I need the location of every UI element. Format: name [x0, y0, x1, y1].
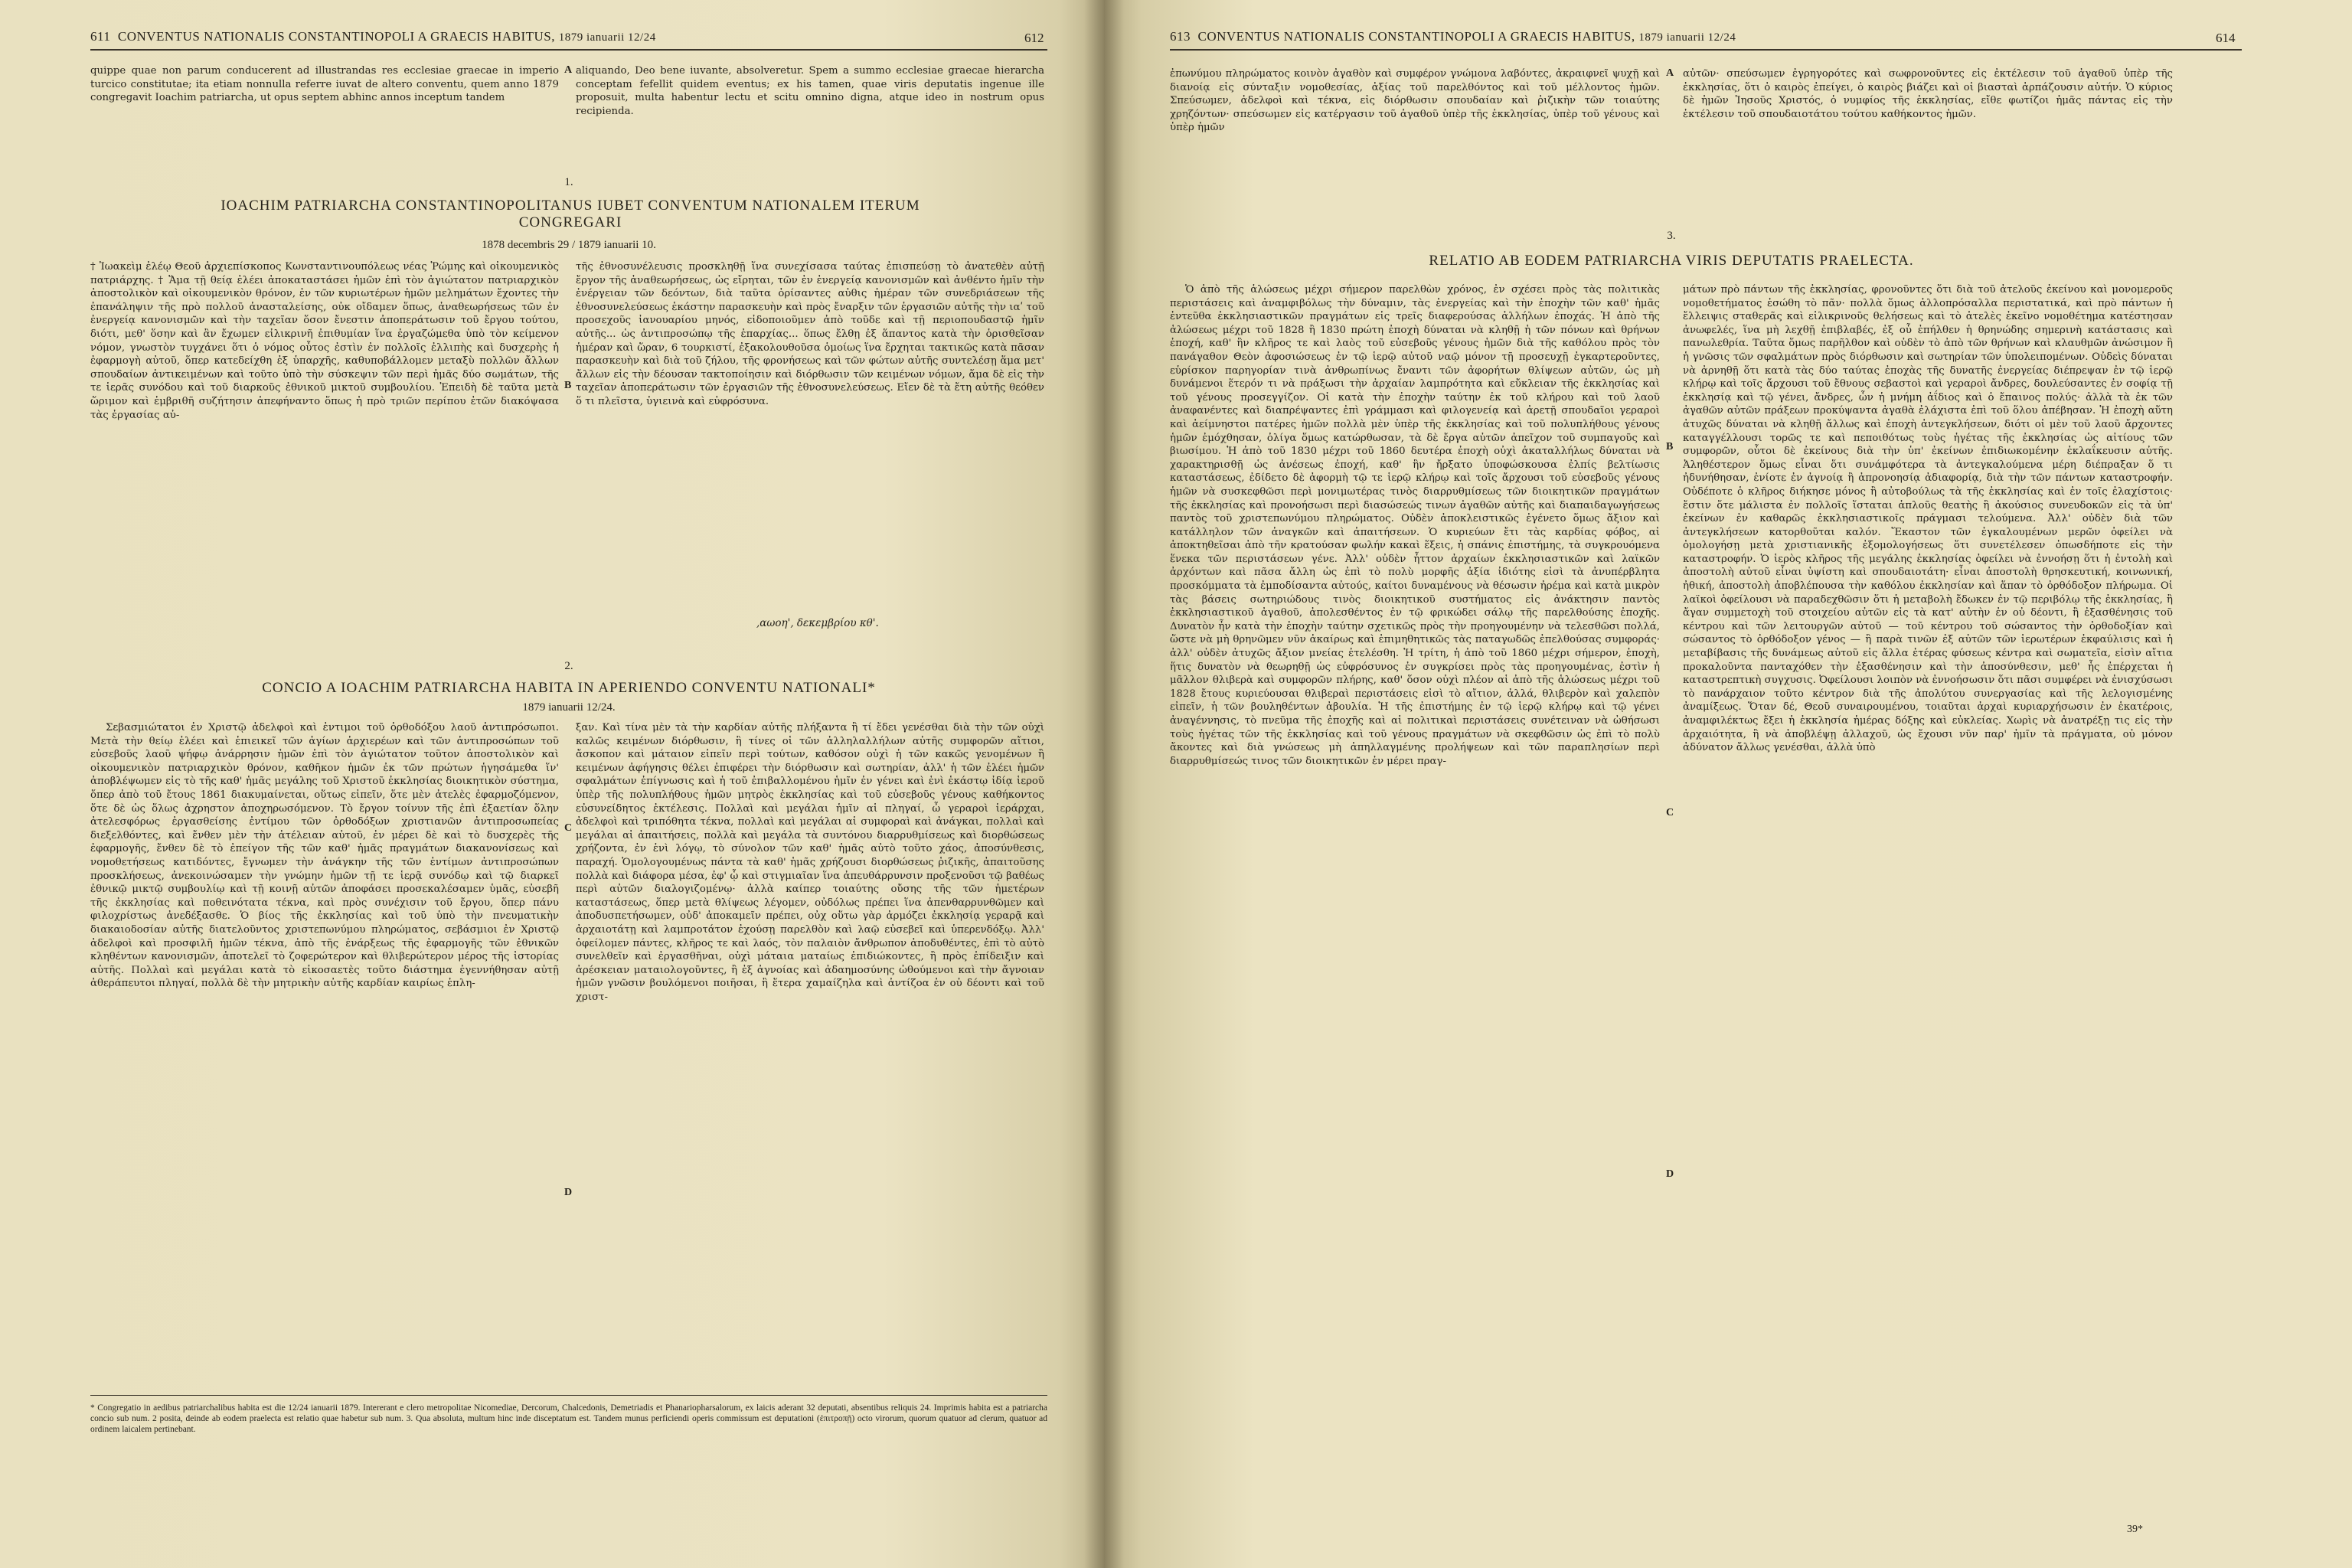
right-page-running-head: [1170, 29, 1736, 44]
section-2-col1: [90, 721, 559, 992]
section-1-col2-text: τῆς ἐθνοσυνέλευσις προσκληθῇ ἵνα συνεχίσασα ταύτας ἐπισπεύσῃ τὸ ἀνατεθὲν αὐτῇ ἔργον τῆς ἀναθεωρήσεως, ὡς εἴρηται, τῶν ἐν ἐνεργείᾳ κανονισμῶν καὶ ἀνθέντο ἡμῖν τὴν ἐνέργειαν τῶν δεόντων, διὰ ταῦτα ὁρίσαντες αὐθις ἡμέραν τῶν συνεδριάσεων τῆς ἐθνοσυνελεύσεως ἑκάστην παρασκευὴν καὶ πρὸς ἔναρξιν τῶν ἐργασιῶν αὐτῆς τὴν ιαʹ τοῦ προσεχοῦς ἰανουαρίου μηνός, εἰδοποιοῦμεν ἀπὸ τοῦδε καὶ τῇ περιοπουδαστῷ ἡμῖν αὐτῆς... ὡς ἀντιπροσώπῳ τῆς ἐπαρχίας... ὅπως ἔλθῃ ἐξ ἅπαντος κατὰ τὴν ὁρισθεῖσαν ἡμέραν καὶ ὥραν, 6 τουρκιστί, ἐξακολουθοῦσα ὁμοίως ἵνα ἔρχηται τακτικῶς κατὰ πᾶσαν παρασκευὴν καὶ διὰ τοῦ ζήλου, τῆς φρονήσεως καὶ τῶν φώτων αὐτῆς συντελέσῃ ἅμα μετ' ἄλλων εἰς τὴν δέουσαν τακτοποίησιν καὶ διόρθωσιν τῶν κειμένων νόμων, ἅμα δὲ εἰς τὴν ταχεῖαν ἀποπεράτωσιν τῶν ἐργασιῶν τῆς ἐθνοσυνελεύσεως. Εἴεν δὲ τὰ ἔτη αὐτῆς θεόθεν ὅ τι πλεῖστα, ὑγιεινὰ καὶ εὐφρόσυνα.: [576, 261, 1044, 407]
right-header-rule: [1170, 49, 2242, 51]
right-intro-col1: [1170, 67, 1660, 136]
right-intro-col2: [1683, 67, 2173, 122]
left-intro-col1-text: quippe quae non parum conducerent ad illustrandas res ecclesiae graecae in imperio turcico constitutae; ita etiam nonnulla referre iuvat de altero conventu, quem anno 1879 congregavit Ioachim patriarcha, ut opus septem abhinc annos inceptum tandem: [90, 65, 559, 104]
section-1-title: IOACHIM PATRIARCHA CONSTANTINOPOLITANUS IUBET CONVENTUM NATIONALEM ITERUM CONGREGARI: [220, 198, 920, 230]
left-header-rule: [90, 49, 1047, 51]
left-intro-col2: [576, 64, 1044, 119]
left-margin-letter-c: C: [564, 822, 573, 834]
right-header-title: CONVENTUS NATIONALIS CONSTANTINOPOLI A GRAECIS HABITUS,: [1197, 29, 1635, 44]
section-1-col1-text: † Ἰωακεὶμ ἐλέῳ Θεοῦ ἀρχιεπίσκοπος Κωνσταντινουπόλεως νέας Ῥώμης καὶ οἰκουμενικὸς πατριάρχης. † Ἅμα τῇ θείᾳ ἐλέει ἀποκαταστάσει ἡμῶν ἐπὶ τὸν ἁγιώτατον πατριαρχικὸν ἀποστολικὸν καὶ οἰκουμενικὸν θρόνον, ἐν τῶν κυριωτέρων ἡμῶν μελημάτων ἔχοντες τὴν ἐπανάληψιν τῆς πρὸ πολλοῦ ἀνασταλείσης, οὐκ οἴδαμεν ὅπως, ἀναθεωρήσεως τῶν ἐν ἐνεργείᾳ κανονισμῶν καὶ τὴν ταχεῖαν ὅσον ἔνεστιν ἀποπεράτωσιν τοῦ ἔργου τούτου, διότι, μεθ' ὅσην καὶ ἂν ἔχωμεν εἰλικρινῆ ἐπιθυμίαν ἵνα ἐργαζώμεθα ὑπὸ τὸν κείμενον νόμον, γνωστὸν τυγχάνει ὅτι ὁ νόμος οὗτος ἐστὶν ἐν πολλοῖς ἐλλιπὴς καὶ δυσχερὴς ἡ ἐφαρμογὴ αὐτοῦ, ὅπερ κατεδείχθη ἐξ ὑπαρχῆς, καθυποβάλλομεν μεταξὺ πολλῶν ἄλλων σπουδαίων ἀντικειμένων καὶ τοῦτο ὑπὸ τὴν σύσκεψιν τῶν περὶ ἡμᾶς δύο σωμάτων, τῆς τε ἱερᾶς συνόδου καὶ τοῦ διαρκοῦς ἐθνικοῦ μικτοῦ συμβουλίου. Ἐπειδὴ δὲ ταῦτα μετὰ ὥριμον καὶ ἐμβριθῆ συζήτησιν ἀπεφήναντο ὅπως ἡ πρὸ τριῶν περίπου ἐτῶν διακόψασα τὰς ἐργασίας αὐ-: [90, 261, 559, 421]
left-margin-letter-d: D: [564, 1187, 573, 1198]
section-1-number: 1.: [564, 176, 573, 188]
left-intro-col2-text: aliquando, Deo bene iuvante, absolveretur. Spem a summo ecclesiae graecae hierarcha conceptam fefellit quidem eventus; ex his tamen, quae viris deputatis ingenue ille proposuit, multa habentur lectu et scitu omnino digna, atque ideo in nostrum opus recipienda.: [576, 65, 1044, 117]
right-page: [1104, 0, 2352, 1568]
section-2-title: CONCIO A IOACHIM PATRIARCHA HABITA IN APERIENDO CONVENTU NATIONALI*: [262, 680, 876, 696]
page-signature: 39*: [2127, 1524, 2143, 1535]
section-3-title: RELATIO AB EODEM PATRIARCHA VIRIS DEPUTATIS PRAELECTA.: [1429, 253, 1914, 269]
left-header-left-num: 611: [90, 29, 111, 44]
section-2-number: 2.: [564, 660, 573, 672]
section-2-date: 1879 ianuarii 12/24.: [522, 701, 616, 714]
section-1-date: 1878 decembris 29 / 1879 ianuarii 10.: [482, 239, 656, 251]
footnote: * Congregatio in aedibus patriarchalibus habita est die 12/24 ianuarii 1879. Intererant e clero metropolitae Nicomediae, Dercorum, Chalcedonis, Demetriadis et Phanariopharsalorum, ex laicis aderant 32 deputati, absentibus reliquis 24. Imprimis habita est a patriarcha concio sub num. 2 posita, deinde ab eodem praelecta est relatio quae habetur sub num. 3. Qua absoluta, multum hinc inde disceptatum est. Tandem munus perficiendi operis commissum est deputationi (ἐπιτροπῇ) octo virorum, quorum quatuor ad clerum, quatuor ad ordinem laicalem pertinebant.: [90, 1403, 1047, 1434]
book-gutter-shadow: [1084, 0, 1124, 1568]
section-3-number: 3.: [1667, 230, 1676, 242]
section-1-signature-date: ,αωοη', δεκεμβρίου κθ'.: [756, 617, 879, 629]
left-header-right-num: 612: [1024, 31, 1044, 45]
right-margin-letter-d: D: [1666, 1168, 1674, 1180]
section-3-col2-text: μάτων πρὸ πάντων τῆς ἐκκλησίας, φρονοῦντες ὅτι διὰ τοῦ ἀτελοῦς ἐκείνου καὶ μονομεροῦς νομοθετήματος ἐσώθη τὸ πᾶν· πολλὰ ὅμως ἀλλοπρόσαλλα περιστατικά, καὶ πρὸ πάντων ἡ ἔλλειψις σταθερᾶς καὶ εἰλικρινοῦς θελήσεως καὶ τὸ ἀτελὲς ἐκεῖνο νομοθέτημα κατέστησαν ἀνωφελές, ἵνα μὴ λεχθῇ ἐπιβλαβές, ἐξ οὗ ἐπήλθεν ἡ θρηνώδης σημερινὴ κατάστασις καὶ πανωλεθρία. Ταῦτα ὅμως παρῆλθον καὶ οὐδὲν τὸ ἀπὸ τῶν θρήνων καὶ κλαυθμῶν ἀνώσιμον ἢ ἡ γνῶσις τῶν σφαλμάτων πρὸς διόρθωσιν καὶ σωτηρίαν τῶν ὑπολειπομένων. Οὐδεὶς δύναται νὰ ἀρνηθῇ ὅτι κατὰ τὰς δύο ταύτας ἐποχὰς τῆς δυνατῆς ἐνεργείας διέπρεψαν ἐν τῷ ἱερῷ κλήρῳ καὶ τοῖς ἄρχουσι τοῦ ἔθνους σεβαστοὶ καὶ γεραροὶ ἄνδρες, δουλεύσαντες ἐν σοφίᾳ τῇ ἐκκλησίᾳ καὶ τῷ γένει, ἄνδρες, ὧν ἡ μνήμη ἀΐδιος καὶ ὁ ἔπαινος πολύς· ἀλλὰ τὰ ἐκ τῶν ἀγαθῶν αὐτῶν πράξεων προκύψαντα ἀγαθὰ ἐλάχιστα ἐπὶ τοῦ ὅλου ἀπέβησαν. Ἡ ἐποχὴ αὕτη ἀτυχῶς δύναται νὰ κληθῇ ἄλλως καὶ ἐποχὴ ἀντεγκλήσεων, διότι οἱ μὲν τοῦ λαοῦ ἄρχοντες καταγγέλλουσι τορῶς τε καὶ πεποιθότως τοὺς ἡγέτας τῆς ἐκκλησίας ὡς αἰτίους τῶν συμφορῶν, οὗτοι δὲ ἐκείνους διὰ τὴν ὑπ' ἐκείνων ἐπιδιωκομένην ἐκλαΐκευσιν αὐτῆς. Ἀληθέστερον ὅμως εἶναι ὅτι συνάμφότερα τὰ ἀντεγκαλούμενα μέρη διέπραξαν ὅ τι ἠδυνήθησαν, ἐνίοτε ἐν ἀγνοίᾳ ἢ ἀπρονοησίᾳ ἀδιαφορίᾳ, διὰ τὴν τῶν πάντων καταστροφήν. Οὐδέποτε ὁ κλῆρος διήκησε μόνος ἢ αὐτοβούλως τὰ τῆς ἐκκλησίας καὶ ἐν τοῖς ἐλαχίστοις· ἔστιν ὅτε μάλιστα ἐν πολλοῖς ἵσταται ἁπλοῦς θεατὴς ἢ ἀκούσιος συνευδοκῶν εἰς τὰ ὑπ' ἐκείνων ἐν καθαρῶς ἐκκλησιαστικοῖς πράγμασι τελούμενα. Ἀλλ' οὐδὲν διὰ τῶν ἀντεγκλήσεων κατορθοῦται καλόν. Ἕκαστον τῶν ἐγκαλουμένων μερῶν ὀφείλει νὰ ὁμολογήσῃ μετὰ χριστιανικῆς ἐξομολογήσεως ὅτι συνετέλεσεν ὁπωσδήποτε εἰς τὴν καταστροφήν. Ὁ ἱερὸς κλῆρος τῆς μεγάλης ἐκκλησίας ὀφείλει νὰ ἐννοήσῃ ὅτι ἡ ἐντολὴ καὶ ἀποστολὴ αὐτοῦ εἶναι ὑψίστη καὶ σπουδαιοτάτη· εἶναι ἀποστολὴ θρησκευτική, κοινωνική, ἠθική, ἀποστολὴ ἀποβλέπουσα τὴν καθόλου ἐκκλησίαν καὶ ἅπαν τὸ ὀρθόδοξον πλήρωμα. Οἱ λαϊκοὶ ὀφείλουσι νὰ παραδεχθῶσιν ὅτι ἡ μεταβολὴ ἔδωκεν ἐν τῷ περιβόλῳ τῆς ἐκκλησίας, ἢ ἄγαν συμμετοχὴ τοῦ στοιχείου αὐτῶν εἰς τὰ κατ' αὐτὴν ἐν οὐ δέοντι, ἢ ἐξασθένησις τοῦ κέντρου καὶ τῶν λειτουργῶν αὐτοῦ — τοῦ κέντρου τοῦ σώσαντος τὴν ὀρθοδοξίαν καὶ σώσαντος τὸ ὀρθόδοξον γένος — ἢ παρὰ τινῶν ἐξ αὐτῶν τῶν ἱερωτέρων ἐκφαύλισις καὶ ἡ μεταβίβασις τῆς δυνάμεως αὐτοῦ εἰς ἄλλα ἑτέρας φύσεως κέντρα καὶ σωματεῖα, εἰσὶν αἴτια προκαλοῦντα πανταχόθεν τὴν ἐξασθένησιν καὶ τὴν ἀποσύνθεσιν, μεθ' ἧς ἐπέρχεται ἡ καταστρεπτικὴ συγχυσις. Ὀφείλουσι λοιπὸν νὰ ἐννοήσωσιν ὅτι πᾶσι συμφέρει νὰ ἐνισχύσωσι τὸ πανάρχαιον τοῦτο κέντρον διὰ τῆς ἀπολύτου συνεργασίας καὶ τῆς λελογισμένης ἀναμίξεως. Ὅταν δέ, Θεοῦ συναιρουμένου, τοιαῦται ἀρχαὶ κυριαρχήσωσιν ἐν ἑκατέροις, ἀναμφιλέκτως ἔξει ἡ ἐκκλησία ἡμέρας δόξης καὶ εὐκλείας. Χωρὶς νὰ ἀνατρέξῃ τις εἰς τὴν ἀρχαιότητα, ἢ νὰ ἀποβλέψῃ ἀλλαχοῦ, ὡς ἔχουσι νῦν παρ' ἡμῖν τὰ πράγματα, οὐ μόνον ἀδύνατον ἄλλως γενέσθαι, ἀλλὰ ὑπὸ: [1683, 284, 2173, 754]
left-intro-col1: [90, 64, 559, 106]
right-intro-col2-text: αὐτῶν· σπεύσωμεν ἐγρηγορότες καὶ σωφρονοῦντες εἰς ἐκτέλεσιν τοῦ ἀγαθοῦ ὑπὲρ τῆς ἐκκλησίας, ὅτι ὁ καιρὸς ἐπείγει, ὁ καιρὸς βιάζει καὶ οἱ βιασταὶ ἁρπάζουσιν αὐτήν. Ὁ κύριος δὲ ἡμῶν Ἰησοῦς Χριστός, ὁ νυμφίος τῆς ἐκκλησίας, εἴθε φωτίζοι ἡμᾶς πάντας εἰς τὴν ἐκτέλεσιν τοῦ σπουδαιοτάτου τούτου καθήκοντος ἡμῶν.: [1683, 68, 2173, 120]
section-2-col1-text: Σεβασμιώτατοι ἐν Χριστῷ ἀδελφοὶ καὶ ἐντιμοι τοῦ ὀρθοδόξου λαοῦ ἀντιπρόσωποι. Μετὰ τὴν θείῳ ἐλέει καὶ ἐπιεικεῖ τῶν ἁγίων ἀρχιερέων καὶ τῶν ἀντιπροσώπων τοῦ εὐσεβοῦς λαοῦ ψήφῳ ἀνάρρησιν ἡμῶν ἐπὶ τὸν ἁγιώτατον τοῦτον ἀποστολικὸν καὶ οἰκουμενικὸν πατριαρχικὸν θρόνον, καθῆκον ἡμῶν ἐκ τῶν πρώτων ἡγησάμεθα ἵν' ἀποβλέψωμεν εἰς τὸ τῆς καθ' ἡμᾶς μεγάλης τοῦ Χριστοῦ ἐκκλησίας διοικητικὸν σύστημα, ὅπερ ἀπὸ τοῦ ἔτους 1861 διακυμαίνεται, οὕτως εἰπεῖν, ὅτε μὲν ἀτελὲς ἐφαρμοζόμενον, ὅτε δὲ ὡς ὅλως ἀχρηστον ἀποχηρωσόμενον. Τὸ ἔργον τοίνυν τῆς ἐπὶ ἐξαετίαν ὅλην ἀτελεσφόρως ἐργασθείσης ἐντίμου τῶν ὀρθοδόξων χριστιανῶν ἀντιπροσωπείας διεξελθόντες, καὶ ἔνθεν μὲν τὴν ἀτέλειαν αὐτοῦ, ἐν μέρει δὲ καὶ τὸ δυσχερὲς τῆς ἐφαρμογῆς, ἔνθεν δὲ τὸ ἐπείγον τῆς τῶν καθ' ἡμᾶς πραγμάτων διακανονίσεως καὶ νομοθετήσεως κατιδόντες, ἔγνωμεν τὴν ἀνάγκην τῆς τῶν ἐντίμων ἀντιπροσώπων προσκλήσεως, ἀνεκοινώσαμεν τὴν γνώμην ἡμῶν τῇ τε ἱερᾷ συνόδῳ καὶ τῷ διαρκεῖ ἐθνικῷ μικτῷ συμβουλίῳ καὶ τῇ κοινῇ αὐτῶν ἀποφάσει προσεκαλέσαμεν ὑμᾶς, εὐσεβῆ τῆς ἐκκλησίας καὶ ποθεινότατα τέκνα, καὶ πρὸς συνέχισιν τοῦ ἔργου, ὅπερ πάνυ φιλοχρίστως ἀνεδέξασθε. Ὁ βίος τῆς ἐκκλησίας καὶ τοῦ ὑπὸ τὴν πνευματικὴν διακαιοδοσίαν αὐτῆς διατελοῦντος χριστεπωνύμου πληρώματος, σεβάσμιοι ἐν Χριστῷ ἀδελφοὶ καὶ προσφιλῆ ἡμῶν τέκνα, ἀπὸ τῆς ἐνάρξεως τῆς ἐφαρμογῆς τῶν ἐθνικῶν κληθέντων κανονισμῶν, ἀποτελεῖ τὸ ζοφερώτερον καὶ θλιβερώτερον μέρος τῆς ἱστορίας αὐτῆς. Πολλαὶ καὶ μεγάλαι κατὰ τὸ εἰκοσαετὲς τοῦτο διάστημα ἐγεννήθησαν αὐτῇ ἀθεράπευτοι πληγαί, πολλὰ δὲ τὴν μητρικὴν αὐτῆς καρδίαν καιρίως ἐπλη-: [90, 722, 559, 990]
right-header-date: 1879 ianuarii 12/24: [1638, 31, 1736, 44]
left-page-running-head: [90, 29, 656, 44]
right-margin-letter-b: B: [1666, 441, 1674, 452]
left-header-date: 1879 ianuarii 12/24: [558, 31, 656, 44]
section-3-col1-text: Ὁ ἀπὸ τῆς ἁλώσεως μέχρι σήμερον παρελθὼν χρόνος, ἐν σχέσει πρὸς τὰς πολιτικὰς περιστάσεις καὶ ἀναμφιβόλως τὴν δύναμιν, τὰς ἐνεργείας καὶ τὴν ἐποχὴν τῶν καθ' ἡμᾶς ἐντεῦθα ἐκκλησιαστικῶν πραγμάτων εἰς τρεῖς διαφερούσας ἀλλήλων ἐποχάς. Ἡ ἀπὸ τῆς ἁλώσεως μέχρι τοῦ 1828 ἢ 1830 πρώτη ἐποχὴ δύναται νὰ κληθῇ ἡ τῶν πόνων καὶ θρήνων ἐποχή, καθ' ἣν κλῆρος τε καὶ λαὸς τοῦ εὐσεβοῦς γένους ἡμῶν διὰ τῆς καθόλου πρὸς τὸν πανάγαθον Θεὸν ἀφοσιώσεως ἐν τῷ ἱερῷ αὐτοῦ ναῷ μόνον τῇ προσευχῇ ἐγκαρτεροῦντες, εὑρίσκον παρηγορίαν τινὰ ἀνθρωπίνως ἔναντι τῶν ἀφορήτων θλίψεων αὐτῶν, ὡς μὴ δυνάμενοι ἕτερόν τι νὰ πράξωσι τὴν ἀρχαίαν λαμπρότητα καὶ εὔκλειαν τῆς ἐκκλησίας καὶ τοῦ γένους προσεγγίζον. Οἱ κατὰ τὴν ἐποχὴν ταύτην ἐκ τοῦ κλήρου καὶ τοῦ λαοῦ ἀναφανέντες καὶ διαπρέψαντες ἐπὶ γράμμασι καὶ φιλογενείᾳ καὶ ἀρετῇ σπουδαῖοι γεραροὶ καὶ ἀείμνηστοι πατέρες ἡμῶν πολλὰ μὲν ὑπὲρ τῆς ἐκκλησίας καὶ τοῦ πολυπλήθους γένους ἡμῶν ἐμόχθησαν, ὀλίγα ὅμως κατώρθωσαν, τὰ δὲ ἔργα αὐτῶν ἀπεῖχον τοῦ συμπαγοῦς καὶ βιωσίμου. Ἡ ἀπὸ τοῦ 1830 μέχρι τοῦ 1860 δευτέρα ἐποχὴ οὐχὶ ἀκαταλλήλως δύναται νὰ χαρακτηρισθῇ ὡς ἀνέσεως ἐποχή, καθ' ἣν ἤρξατο ὑποφώσκουσα ἐλπίς βελτίωσις καταστάσεως, ἐδίδετο δὲ ἀφορμὴ τῷ τε ἱερῷ κλήρῳ καὶ τοῖς ἄρχουσι τοῦ εὐσεβοῦς γένους ἡμῶν νὰ συσκεφθῶσι περὶ μονιμωτέρας τινὸς διαρρυθμίσεως τῶν διοικητικῶν πραγμάτων τῆς ἐκκλησίας καὶ προνοήσωσι περὶ διασώσεώς τινων ἀγαθῶν αὐτῆς καὶ διαπαιδαγωγήσεως παντὸς τοῦ χριστεπωνύμου πληρώματος. Οὐδὲν ἀποκλειστικῶς ἐγένετο ὅμως ἄξιον καὶ κατάλληλον τῶν ἀναγκῶν καὶ ἀπαιτήσεων. Ὁ κυριεύων ἔτι τὰς καρδίας φόβος, αἱ ἀποκτηθεῖσαι ἀπὸ τῆν κρατούσαν φωλήν κακαὶ ἕξεις, ἡ σπάνις ἐπιστήμης, τὰ συγκρουόμενα ἕνεκα τῶν περιστάσεων γένε. Ἀλλ' οὐδὲν ἦττον ἀρχαίων ἐκκλησιαστικῶν καὶ λαϊκῶν ἀρχόντων καὶ πᾶσα ἄλλη ὡς ἐπὶ τὸ πολὺ μορφῆς ἀξία ἰδιότης εἰσὶ τὰ ἀνυπέρβλητα προσκόμματα τὰ ἐμποδίσαντα αὐτούς, καίτοι δυναμένους νὰ θέσωσιν ἠρέμα καὶ κατὰ μικρὸν τὰς βάσεις σωτηριώδους τινὸς διοικητικοῦ συστήματος εἰς ἀνάκτησιν παντὸς ἐκκλησιαστικοῦ ἀγαθοῦ, ἀπολεσθέντος ἐν τῷ φρικώδει σάλῳ τῆς παρελθούσης ἐποχῆς. Δυνατὸν ἦν κατὰ τὴν ἐποχὴν ταύτην σχετικῶς πρὸς τὴν προηγουμένην νὰ τελεσθῶσι πολλά, ὥστε νὰ μὴ θρηνῶμεν νῦν ἀκαίρως καὶ ἐπιμηθητικῶς τὰς παταγωδῶς ἐπελθούσας συμφοράς· ἀλλ' οὐδὲν ἀτυχῶς ἄξιον μνείας ἐτελέσθη. Ἡ τρίτη, ἡ ἀπὸ τοῦ 1860 μέχρι σήμερον, ἐποχὴ, ἥτις δυνατὸν νὰ θεωρηθῇ ὡς εὐφρόσυνος ἐν συγκρίσει πρὸς τὰς προηγουμένας, ἐστὶν ἡ μᾶλλον θλιβερὰ καὶ συμφορῶν πλήρης, καθ' ὅσον οὐχὶ πλέον αἱ ἀπὸ τῆς ἁλώσεως μέχρι τοῦ 1828 ἔτους κυριεύουσαι θλιβεραὶ περιστάσεις εἰσὶ τὸ αἴτιον, ἀλλά, θλιβερὸν καὶ χαλεπὸν εἰπεῖν, ἡ τῶν βουληθέντων ἀβουλία. Ἡ τῆς ἐπιστήμης ἐν τῷ ἱερῷ κλήρῳ καὶ τῷ γένει ἀναγέννησις, τὸ πνεῦμα τῆς ἐποχῆς καὶ αἱ πολιτικαὶ περιστάσεις συνέτειναν νὰ ὠθήσωσι τοὺς ἡγέτας τῶν τῆς ἐκκλησίας καὶ τοῦ γένους πραγμάτων νὰ σκεφθῶσιν ὡς ἐπὶ τὸ πολὺ ἄκοντες καὶ διὰ γνώσεως μὴ ἀπηλλαγμένης προλήψεων καὶ τῶν παραπλησίων περὶ διαρρυθμίσεώς τινος τῶν διοικητικῶν ἐν μέρει πραγ-: [1170, 284, 1660, 767]
left-margin-letter-b: B: [564, 380, 572, 391]
section-1-col1: [90, 260, 559, 423]
section-3-col2: [1683, 283, 2173, 756]
left-margin-letter-a: A: [564, 64, 573, 76]
footnote-rule: [90, 1395, 1047, 1396]
right-header-right-num: 614: [2216, 31, 2236, 45]
section-2-col2: [576, 721, 1044, 1005]
left-header-title: CONVENTUS NATIONALIS CONSTANTINOPOLI A GRAECIS HABITUS,: [117, 29, 555, 44]
right-margin-letter-c: C: [1666, 807, 1674, 818]
section-2-col2-text: ξαν. Καὶ τίνα μὲν τὰ τὴν καρδίαν αὐτῆς πλήξαντα ἢ τί ἔδει γενέσθαι διὰ τὴν τῶν οὐχὶ καλῶς κειμένων διόρθωσιν, ἢ τίνες οἱ τῶν ἀλληλαλλήλων αὐτῆς συμφορῶν αἴτιοι, ἄσκοπον καὶ μάταιον εἰπεῖν περὶ τούτων, καθόσον οὐχὶ ἡ τῶν κακῶς γενομένων ἢ κειμένων ἀφήγησις θέλει ἐπιφέρει τὴν διόρθωσιν καὶ σωτηρίαν, ἀλλ' ἡ τῶν ἐλέει ἡμῶν σφαλμάτων ἐπίγνωσις καὶ ἡ τοῦ ἐπιβαλλομένου ἡμῖν ἐν γένει καὶ ἑνὶ ἑκάστῳ ἰδίᾳ ἱεροῦ ὑπὲρ τῆς πολυπλήθους ἡμῶν μητρὸς ἐκκλησίας καὶ τοῦ εὐσεβοῦς γένους καθήκοντος εὐσυνείδητος ἐκτέλεσις. Πολλαὶ καὶ μεγάλαι ἡμῖν αἱ πληγαί, ὦ γεραροὶ ἱεράρχαι, ἀδελφοὶ καὶ τριπόθητα τέκνα, πολλαὶ καὶ μεγάλαι αἱ συμφοραὶ καὶ ἀνάγκαι, πολλαὶ καὶ μεγάλαι αἱ ἀπαιτήσεις, πολλὰ καὶ μεγάλα τὰ συντόνου διαρρυθμίσεως καὶ διορθώσεως χρήζοντα, ἐν ἑνὶ λόγῳ, τὸ σύνολον τῶν καθ' ἡμᾶς αὐτὸ τοῦτο χάος, ἀποσύνθεσις, παραχή. Ὁμολογουμένως πάντα τὰ καθ' ἡμᾶς χρήζουσι διορθώσεως ῥιζικῆς, ἀπαιτοῦσης πολλὰ καὶ διάφορα μέσα, ἐφ' ᾧ καὶ στιγμιαῖαν ἵνα ἀπευθάρρυνσιν προξενοῦσι τῷ βαθέως περὶ αὐτῶν διαλογιζομένῳ· ἀλλὰ καίπερ τοιαύτης οὔσης τῆς τῶν ἡμετέρων καταστάσεως, ὅπερ μετὰ θλίψεως λέγομεν, οὐδόλως πρέπει ἵνα ἀπενθαρρυνθῶμεν καὶ ἀποδυσπετήσωμεν, οὐδ' ἀποκαμεῖν πρέπει, οὐχ οὕτω γὰρ ἀρμόζει ἐκκλησίᾳ γεραρᾷ καὶ ἀρχαιοτάτῃ καὶ λαμπροτάτον ἐχούσῃ παρελθὸν καὶ λαῷ εὐσεβεῖ καὶ ὑπερενδόξῳ. Ἀλλ' ὀφείλομεν πάντες, κλῆρος τε καὶ λαός, τὸν παλαιὸν ἄνθρωπον ἀποδυθέντες, ἐπὶ τὸ αὐτὸ συνελθεῖν καὶ ἐργασθῆναι, οὐχὶ μάταια ματαίως ἐπιδιώκοντες, ἢ πρὸς ἐπίδειξιν καὶ ἀρέσκειαν ματαιολογοῦντες, ἢ ἐξ ἀγνοίας καὶ ἀδαημοσύνης ὠθούμενοι καὶ τὴν ἄγνοιαν ἡμῶν γνῶσιν βουλόμενοι ποιῆσαι, ἢ ἕτερα χαμαίζηλα καὶ ἀντίζοα ἐν οὐ δέοντι καὶ τοῦ χριστ-: [576, 722, 1044, 1003]
right-margin-letter-a: A: [1666, 67, 1674, 79]
left-page: [0, 0, 1104, 1568]
section-3-col1: [1170, 283, 1660, 769]
right-intro-col1-text: ἐπωνύμου πληρώματος κοινὸν ἀγαθὸν καὶ συμφέρον γνώμονα λαβόντες, ἀκραιφνεῖ ψυχῇ καὶ διανοίᾳ εἰς σύνταξιν νομοθεσίας, ἀξίας τοῦ παρελθόντος καὶ τοῦ μέλλοντος ἡμῶν. Σπεύσωμεν, ἀδελφοὶ καὶ τέκνα, εἰς διόρθωσιν σπουδαίαν καὶ ῥιζικὴν τῶν τοιαύτης χρηζόντων· σπεύσωμεν εἰς κατέργασιν τοῦ ἀγαθοῦ ὑπὲρ τῆς ἐκκλησίας, ὑπὲρ τοῦ γένους καὶ ὑπὲρ ἡμῶν: [1170, 68, 1660, 134]
right-header-left-num: 613: [1170, 29, 1191, 44]
section-1-col2: [576, 260, 1044, 410]
